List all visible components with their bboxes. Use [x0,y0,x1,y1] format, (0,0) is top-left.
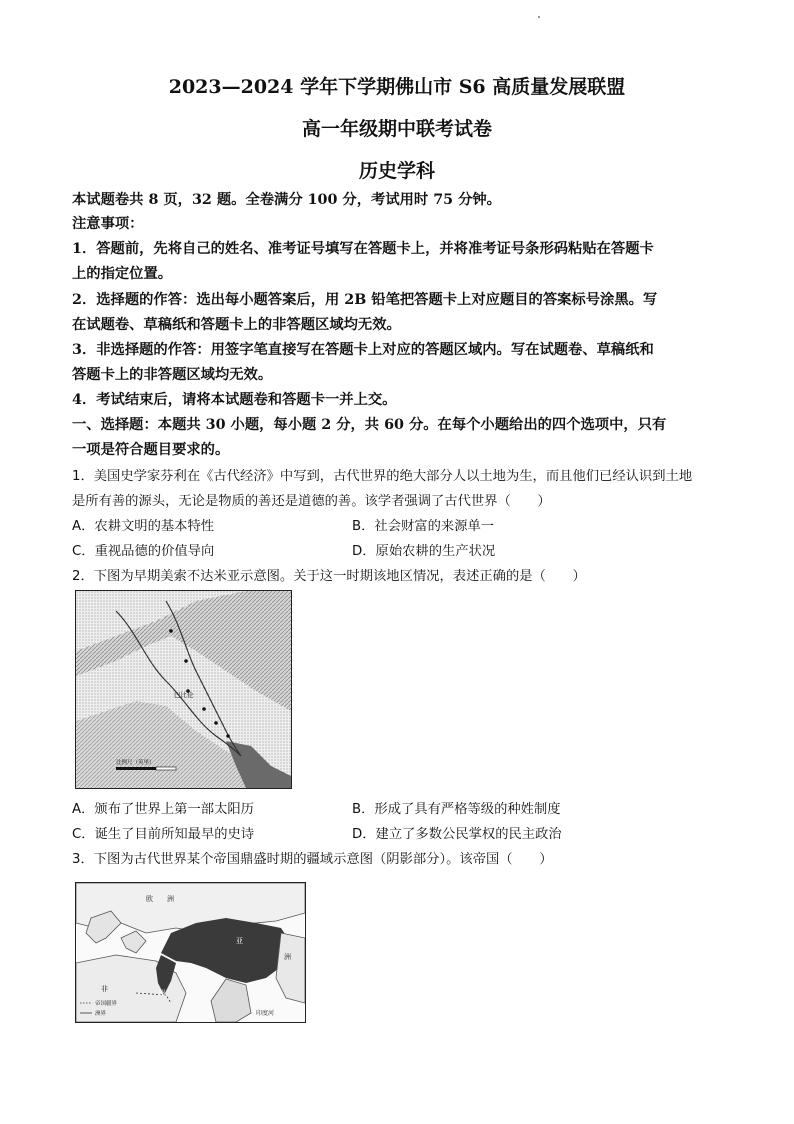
q1-option-d: D．原始农耕的生产状况 [352,544,496,559]
exam-title-line1: 2023—2024 学年下学期佛山市 S6 高质量发展联盟 [168,76,626,98]
notice-item3-line2: 答题卡上的非答题区域均无效。 [72,367,273,383]
exam-subject: 历史学科 [358,160,435,182]
notice-item2-line2: 在试题卷、草稿纸和答题卡上的非答题区域均无效。 [72,317,401,333]
map2-scale: 比例尺（英里） [116,760,155,766]
q1-option-a: A．农耕文明的基本特性 [72,519,215,534]
notice-item2-line1: 2．选择题的作答：选出每小题答案后，用 2B 铅笔把答题卡上对应题目的答案标号涂黑。写 [72,292,658,308]
q2-stem: 2．下图为早期美索不达米亚示意图。关于这一时期该地区情况，表述正确的是（ ） [72,569,586,584]
map3-label-india: 印度河 [256,1010,275,1017]
map3-label-europe: 欧 洲 [146,895,174,903]
q2-option-a: A．颁布了世界上第一部太阳历 [72,802,254,817]
q1-option-c: C．重视品德的价值导向 [72,544,215,559]
notice-item3-line1: 3．非选择题的作答：用签字笔直接写在答题卡上对应的答题区域内。写在试题卷、草稿纸和 [72,342,654,358]
mesopotamia-map [75,590,292,789]
q2-option-c: C．诞生了目前所知最早的史诗 [72,827,255,842]
empire-map-svg [76,883,305,1022]
section1-heading-line2: 一项是符合题目要求的。 [72,442,230,458]
notice-item1-line1: 1．答题前，先将自己的姓名、准考证号填写在答题卡上，并将准考证号条形码粘贴在答题卡 [72,241,654,257]
notice-item1-line2: 上的指定位置。 [72,266,173,282]
map3-label-africa2: 洲 [158,989,165,997]
q3-stem: 3．下图为古代世界某个帝国鼎盛时期的疆域示意图（阴影部分）。该帝国（ ） [72,852,553,867]
map3-label-africa: 非 [101,985,108,993]
map3-legend-border: 帝国疆界 [95,1001,118,1007]
map3-label-asia: 亚 [236,937,243,945]
exam-title-line2: 高一年级期中联考试卷 [301,118,492,140]
mesopotamia-map-svg [76,591,291,788]
empire-map [75,882,306,1023]
scan-speck [538,16,540,18]
notice-heading: 注意事项： [72,216,144,232]
map2-label-babylon: 巴比伦 [174,691,194,699]
exam-summary: 本试题卷共 8 页，32 题。全卷满分 100 分，考试用时 75 分钟。 [72,192,501,208]
q1-option-b: B．社会财富的来源单一 [352,519,495,534]
map3-label-asia2: 洲 [284,953,291,961]
map3-legend-continent: 洲界 [95,1011,107,1017]
q1-stem-line2: 是所有善的源头，无论是物质的善还是道德的善。该学者强调了古代世界（ ） [72,494,551,509]
q2-option-d: D．建立了多数公民掌权的民主政治 [352,827,562,842]
q2-option-b: B．形成了具有严格等级的种姓制度 [352,802,561,817]
q1-stem-line1: 1．美国史学家芬利在《古代经济》中写到，古代世界的绝大部分人以土地为生，而且他们已经认识到土地 [72,469,693,484]
notice-item4: 4．考试结束后，请将本试题卷和答题卡一并上交。 [72,392,397,408]
section1-heading-line1: 一、选择题：本题共 30 小题，每小题 2 分，共 60 分。在每个小题给出的四个选项中，只有 [72,417,667,433]
